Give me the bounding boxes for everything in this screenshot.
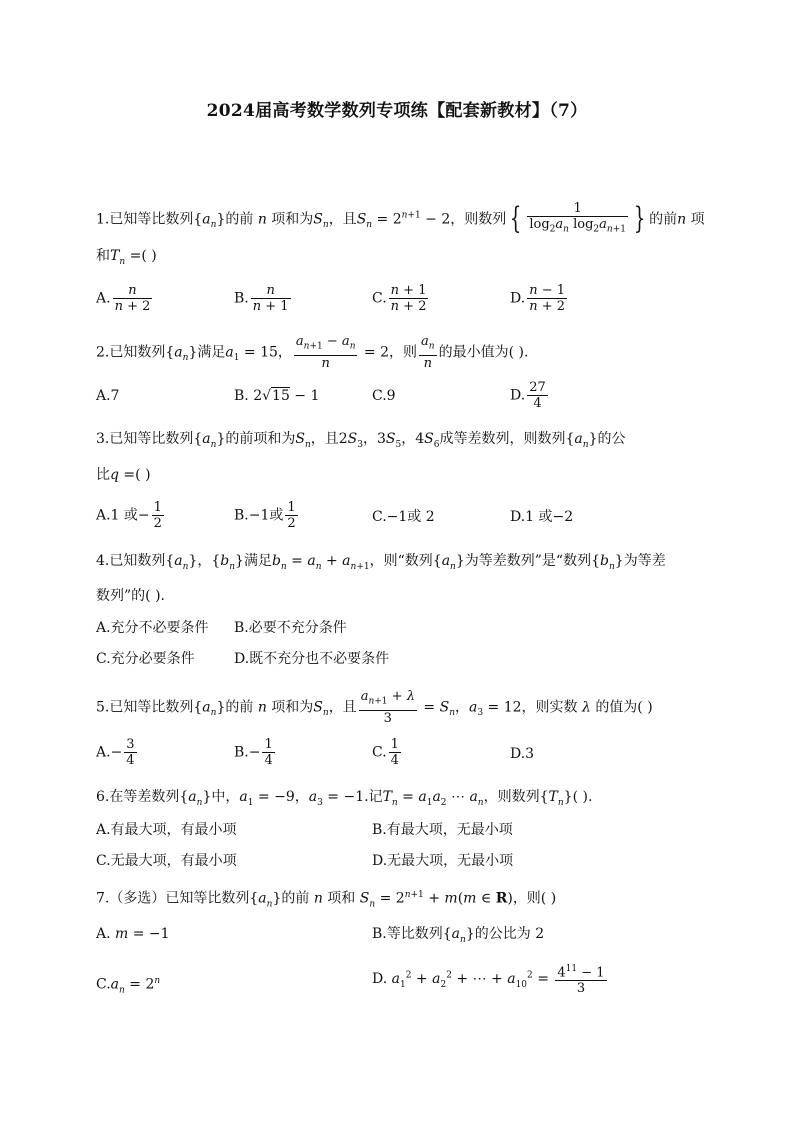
question-1-option-a[interactable]: A. $\frac{n}{n + 2}$ bbox=[96, 283, 151, 314]
question-6-line-1: 6.在等差数列$\{a_n\}$中，$a_1 = -9$，$a_3 = -1$.记$T_n = a_1a_2$ ⋯ $a_n$，则数列$\{T_n\}$( ). bbox=[96, 789, 593, 808]
question-7-option-d[interactable]: D. $a_1^2 + a_2^2$ + ⋯ + $a_{10}^2$ = $\frac{4^{11} - 1}{3}$ bbox=[372, 964, 605, 997]
question-5-option-a[interactable]: A.− $\frac{3}{4}$ bbox=[96, 737, 135, 768]
question-4-option-c[interactable]: C.充分必要条件 bbox=[96, 651, 195, 667]
question-7-option-c[interactable]: $C.a_n = 2^n$ bbox=[96, 976, 161, 996]
question-6-option-b[interactable]: B.有最大项，无最小项 bbox=[372, 822, 513, 838]
question-2-option-d[interactable]: D. $\frac{27}{4}$ bbox=[510, 380, 546, 411]
question-1-option-d[interactable]: D. $\frac{n - 1}{n + 2}$ bbox=[510, 283, 565, 314]
page-title: 2024届高考数学数列专项练【配套新教材】（7） bbox=[206, 101, 588, 121]
question-1-option-b[interactable]: B. $\frac{n}{n + 1}$ bbox=[234, 283, 289, 314]
question-5-option-b[interactable]: B.− $\frac{1}{4}$ bbox=[234, 737, 273, 768]
question-3-line-2: 比q =( ) bbox=[96, 467, 151, 483]
question-6-option-d[interactable]: D.无最大项，无最小项 bbox=[372, 853, 514, 869]
question-7-option-a[interactable]: A. m = −1 bbox=[96, 926, 170, 942]
question-4-option-b[interactable]: B.必要不充分条件 bbox=[234, 620, 347, 636]
question-2-option-c[interactable]: C.9 bbox=[372, 388, 396, 404]
question-6-option-c[interactable]: C.无最大项，有最小项 bbox=[96, 853, 237, 869]
question-1-line-2: 和$T_n$ =( ) bbox=[96, 248, 157, 267]
question-5-option-d[interactable]: D.3 bbox=[510, 746, 535, 762]
question-4-option-d[interactable]: D.既不充分也不必要条件 bbox=[234, 651, 390, 667]
question-7-line-1: 7.（多选）已知等比数列$\{a_n\}$的前 n 项和 $S_n = 2^{n+1} + m(m$ ∈ R)，则( ) bbox=[96, 890, 557, 910]
question-3-option-c[interactable]: C.−1或 2 bbox=[372, 509, 435, 525]
question-7-option-b[interactable]: B.等比数列$\{a_n\}$的公比为 2 bbox=[372, 926, 545, 945]
question-1-line-1: 1.已知等比数列$\{a_n\}$的前 n 项和为$S_n$，且$S_n = 2^{n+1} - 2$，则数列 { $\frac{1}{\log_2a_n \log_2a_{n+1}}$ } 的前n 项 bbox=[96, 201, 705, 237]
question-2-option-a[interactable]: A.7 bbox=[96, 388, 120, 404]
question-3-option-a[interactable]: A.1 或− $\frac{1}{2}$ bbox=[96, 500, 162, 531]
question-5-option-c[interactable]: C. $\frac{1}{4}$ bbox=[372, 737, 399, 768]
question-6-option-a[interactable]: A.有最大项，有最小项 bbox=[96, 822, 237, 838]
question-3-option-d[interactable]: D.1 或−2 bbox=[510, 509, 574, 525]
question-4-line-2: 数列”的( ). bbox=[96, 588, 165, 604]
question-2-option-b[interactable]: B. 2√15 − 1 bbox=[234, 388, 320, 404]
question-3-line-1: 3.已知等比数列$\{a_n\}$的前项和为$S_n$，且$2S_3$，$3S_5$，$4S_6$成等差数列，则数列$\{a_n\}$的公 bbox=[96, 431, 626, 450]
question-3-option-b[interactable]: B.−1或 $\frac{1}{2}$ bbox=[234, 500, 296, 531]
question-2-line-1: 2.已知数列$\{a_n\}$满足$a_1 = 15$， $\frac{a_{n+1} - a_n}{n}$ = 2，则 $\frac{a_n}{n}$ 的最小值为( ). bbox=[96, 334, 529, 371]
question-4-option-a[interactable]: A.充分不必要条件 bbox=[96, 620, 209, 636]
question-1-option-c[interactable]: C. $\frac{n + 1}{n + 2}$ bbox=[372, 283, 427, 314]
question-5-line-1: 5.已知等比数列$\{a_n\}$的前 n 项和为$S_n$，且 $\frac{a_{n+1} + \lambda}{3}$ = $S_n$，$a_3 = 12$，则实数 λ 的值为( ) bbox=[96, 689, 653, 726]
question-4-line-1: 4.已知数列$\{a_n\}$，$\{b_n\}$满足$b_n = a_n + a_{n+1}$，则“数列$\{a_n\}$为等差数列”是“数列$\{b_n\}$为等差 bbox=[96, 553, 666, 572]
